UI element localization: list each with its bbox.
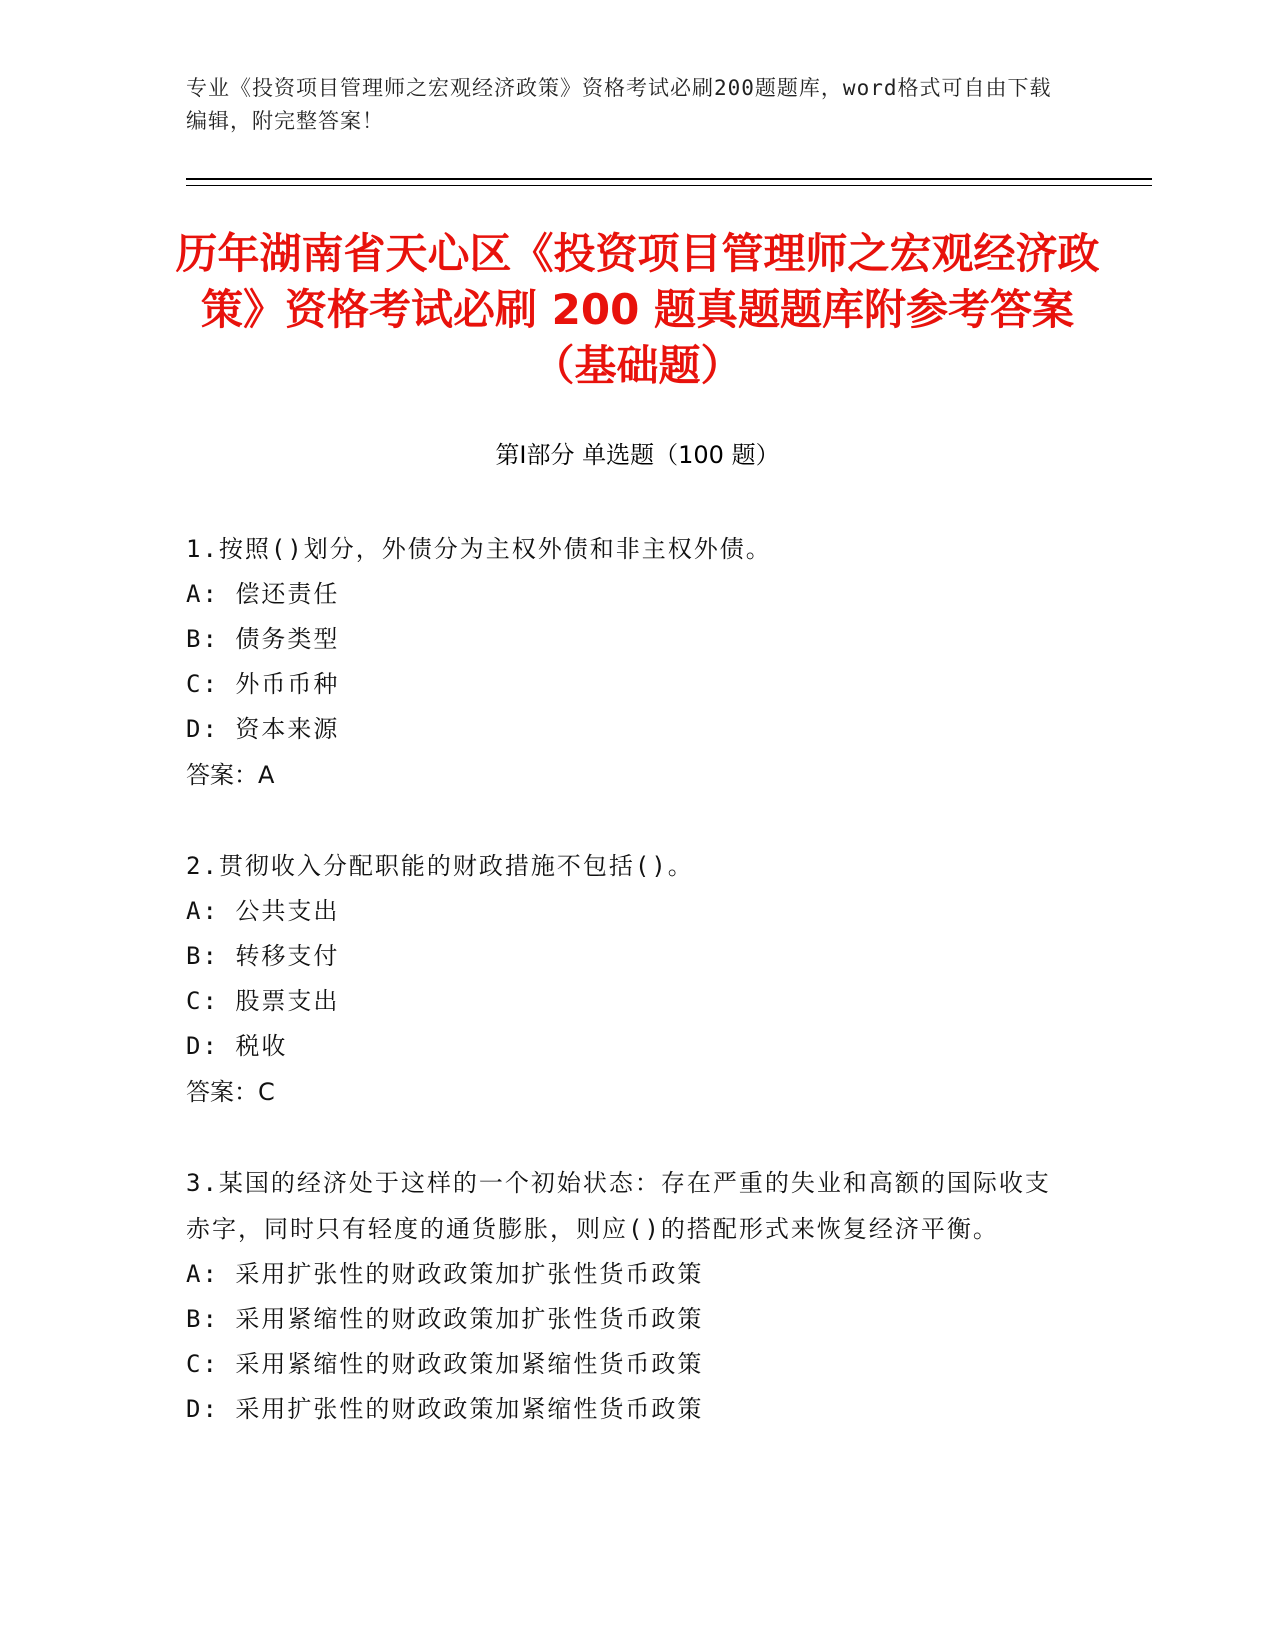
option-b: B: 转移支付 — [186, 942, 340, 970]
header-divider-thin — [186, 185, 1152, 186]
document-title: 历年湖南省天心区《投资项目管理师之宏观经济政策》资格考试必刷 200 题真题题库附参考答案（基础题） — [175, 229, 1100, 390]
option-a: A: 采用扩张性的财政政策加扩张性货币政策 — [186, 1260, 704, 1288]
option-b: B: 采用紧缩性的财政政策加扩张性货币政策 — [186, 1305, 704, 1333]
option-d: D: 税收 — [186, 1032, 288, 1060]
option-a: A: 公共支出 — [186, 897, 340, 925]
question-stem: 1.按照()划分，外债分为主权外债和非主权外债。 — [186, 535, 772, 563]
option-c: C: 股票支出 — [186, 987, 340, 1015]
question-2 — [186, 843, 1066, 1115]
section-title: 第Ⅰ部分 单选题（100 题） — [495, 441, 780, 469]
option-c: C: 外币币种 — [186, 670, 340, 698]
question-3 — [186, 1160, 1066, 1432]
question-stem: 2.贯彻收入分配职能的财政措施不包括()。 — [186, 852, 694, 880]
option-d: D: 采用扩张性的财政政策加紧缩性货币政策 — [186, 1395, 704, 1423]
answer: 答案：C — [186, 1078, 275, 1106]
option-c: C: 采用紧缩性的财政政策加紧缩性货币政策 — [186, 1350, 704, 1378]
option-a: A: 偿还责任 — [186, 580, 340, 608]
answer: 答案：A — [186, 761, 275, 789]
header-note: 专业《投资项目管理师之宏观经济政策》资格考试必刷200题题库，word格式可自由下载编辑，附完整答案！ — [186, 76, 1052, 133]
question-stem: 3.某国的经济处于这样的一个初始状态：存在严重的失业和高额的国际收支赤字，同时只有轻度的通货膨胀，则应()的搭配形式来恢复经济平衡。 — [186, 1169, 1051, 1243]
question-1 — [186, 526, 1066, 798]
option-d: D: 资本来源 — [186, 715, 340, 743]
header-divider-thick — [186, 178, 1152, 180]
option-b: B: 债务类型 — [186, 625, 340, 653]
